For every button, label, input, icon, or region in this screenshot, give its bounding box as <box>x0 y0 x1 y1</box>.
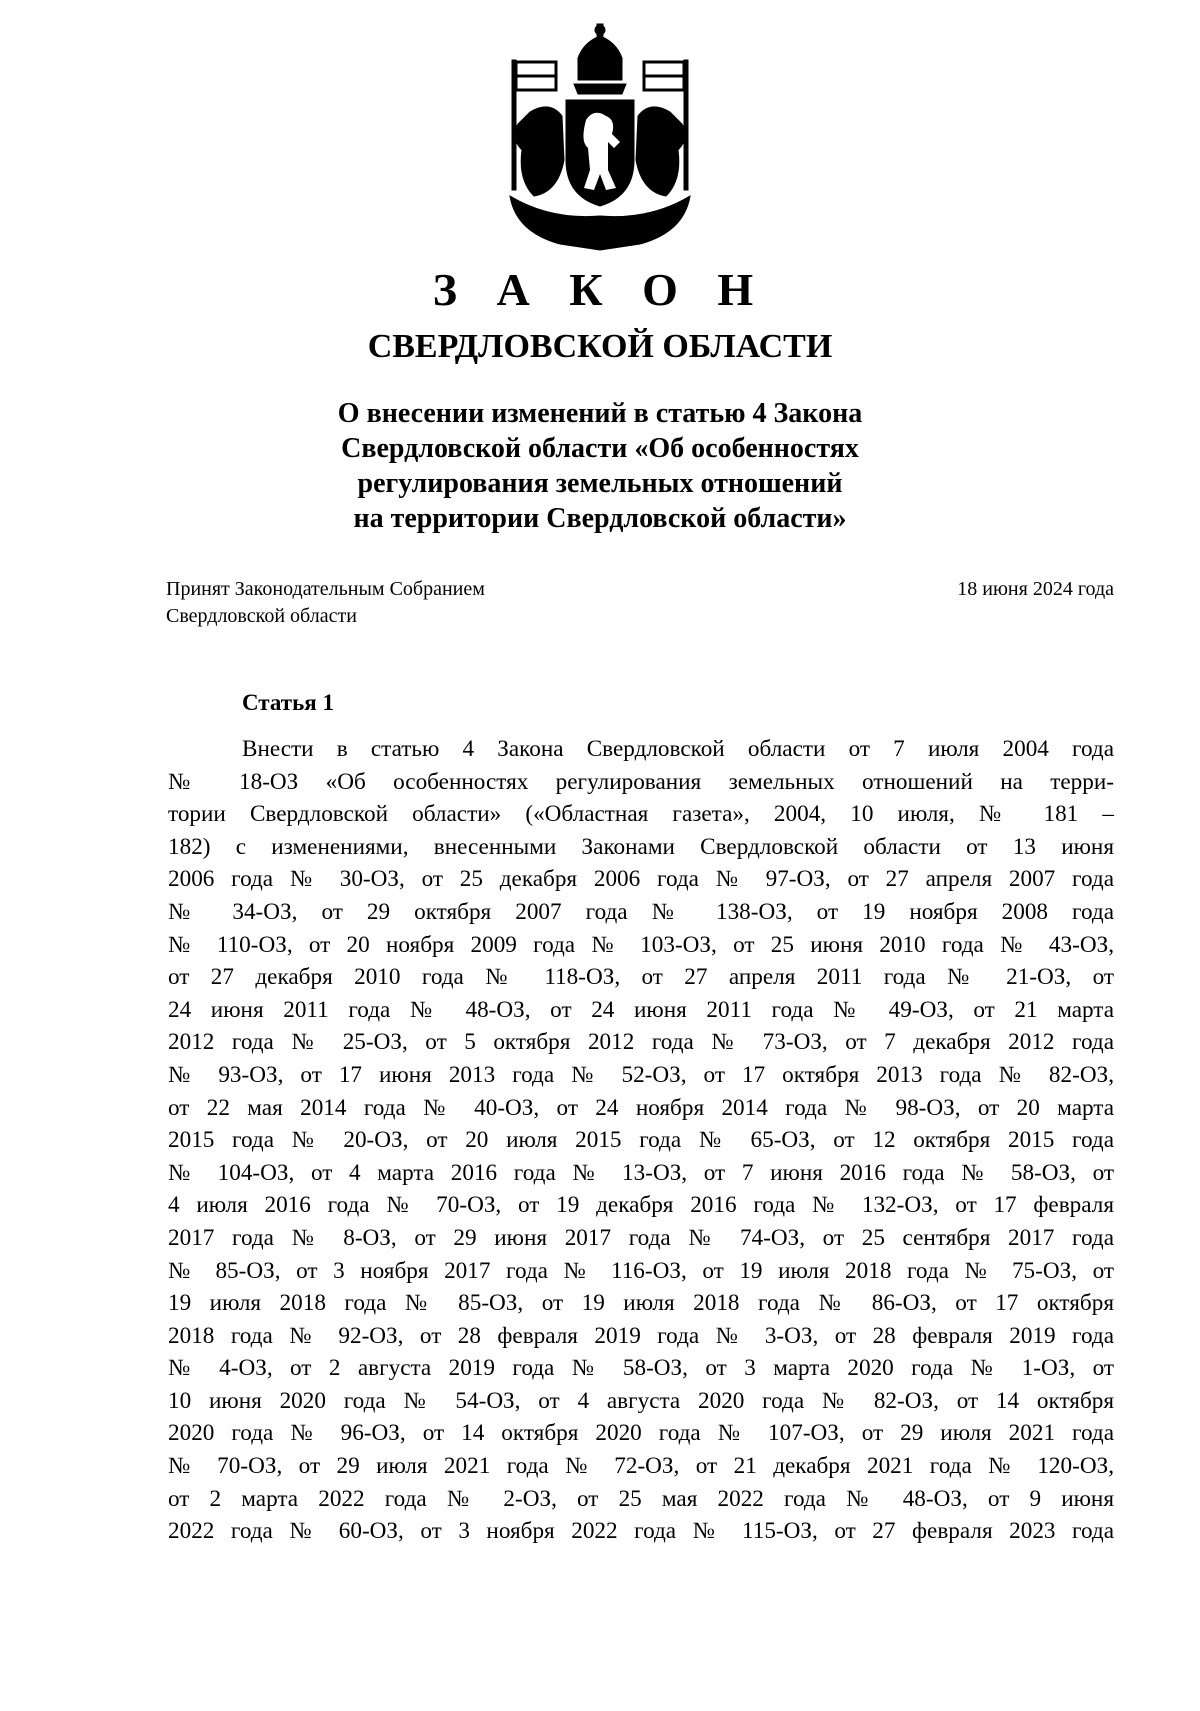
body-line: № 93-ОЗ, от 17 июня 2013 года № 52-ОЗ, от 17 октября 2013 года № 82-ОЗ, <box>168 1061 1114 1088</box>
body-line: № 104-ОЗ, от 4 марта 2016 года № 13-ОЗ, от 7 июня 2016 года № 58-ОЗ, от <box>168 1159 1114 1186</box>
body-line: № 70-ОЗ, от 29 июля 2021 года № 72-ОЗ, от 21 декабря 2021 года № 120-ОЗ, <box>168 1453 1114 1480</box>
body-line: № 34-ОЗ, от 29 октября 2007 года № 138-ОЗ, от 19 ноября 2008 года <box>168 898 1114 925</box>
body-line: Внести в статью 4 Закона Свердловской области от 7 июля 2004 года <box>242 736 1114 762</box>
body-line: 4 июля 2016 года № 70-ОЗ, от 19 декабря 2016 года № 132-ОЗ, от 17 февраля <box>168 1192 1114 1219</box>
subject-line: О внесении изменений в статью 4 Закона <box>337 398 863 429</box>
law-subject-title <box>270 396 930 536</box>
body-line: от 22 мая 2014 года № 40-ОЗ, от 24 ноября 2014 года № 98-ОЗ, от 20 марта <box>168 1094 1114 1121</box>
body-line: 2017 года № 8-ОЗ, от 29 июня 2017 года № 74-ОЗ, от 25 сентября 2017 года <box>168 1224 1114 1251</box>
body-line: 2015 года № 20-ОЗ, от 20 июля 2015 года № 65-ОЗ, от 12 октября 2015 года <box>168 1127 1114 1154</box>
adoption-line: Принят Законодательным Собранием <box>166 578 485 600</box>
body-line: 2006 года № 30-ОЗ, от 25 декабря 2006 года № 97-ОЗ, от 27 апреля 2007 года <box>168 866 1114 893</box>
body-line: № 85-ОЗ, от 3 ноября 2017 года № 116-ОЗ, от 19 июля 2018 года № 75-ОЗ, от <box>168 1257 1114 1284</box>
article-heading: Статья 1 <box>242 690 334 715</box>
body-line: 2012 года № 25-ОЗ, от 5 октября 2012 года № 73-ОЗ, от 7 декабря 2012 года <box>168 1029 1114 1056</box>
body-line: 2020 года № 96-ОЗ, от 14 октября 2020 года № 107-ОЗ, от 29 июля 2021 года <box>168 1420 1114 1447</box>
body-line: № 110-ОЗ, от 20 ноября 2009 года № 103-ОЗ, от 25 июня 2010 года № 43-ОЗ, <box>168 931 1114 958</box>
subject-line: на территории Свердловской области» <box>353 503 847 534</box>
body-line: 182) с изменениями, внесенными Законами Свердловской области от 13 июня <box>168 833 1114 860</box>
body-line: 19 июля 2018 года № 85-ОЗ, от 19 июля 2018 года № 86-ОЗ, от 17 октября <box>168 1290 1114 1317</box>
body-line: № 4-ОЗ, от 2 августа 2019 года № 58-ОЗ, от 3 марта 2020 года № 1-ОЗ, от <box>168 1355 1114 1382</box>
body-line: от 2 марта 2022 года № 2-ОЗ, от 25 мая 2022 года № 48-ОЗ, от 9 июня <box>168 1485 1114 1512</box>
adoption-statement <box>166 576 485 630</box>
subject-line: Свердловской области «Об особенностях <box>341 433 859 464</box>
body-line: 2018 года № 92-ОЗ, от 28 февраля 2019 года № 3-ОЗ, от 28 февраля 2019 года <box>168 1322 1114 1349</box>
coat-of-arms-icon <box>470 20 730 260</box>
region-title: СВЕРДЛОВСКОЙ ОБЛАСТИ <box>367 328 833 365</box>
body-line: 24 июня 2011 года № 48-ОЗ, от 24 июня 2011 года № 49-ОЗ, от 21 марта <box>168 996 1114 1023</box>
subject-line: регулирования земельных отношений <box>357 468 843 499</box>
body-line: 2022 года № 60-ОЗ, от 3 ноября 2022 года № 115-ОЗ, от 27 февраля 2023 года <box>168 1518 1114 1545</box>
adoption-date: 18 июня 2024 года <box>957 578 1114 600</box>
body-line: № 18-ОЗ «Об особенностях регулирования земельных отношений на терри- <box>168 768 1114 795</box>
document-type-title: З А К О Н <box>432 264 768 315</box>
body-line: от 27 декабря 2010 года № 118-ОЗ, от 27 апреля 2011 года № 21-ОЗ, от <box>168 964 1114 991</box>
body-line: 10 июня 2020 года № 54-ОЗ, от 4 августа 2020 года № 82-ОЗ, от 14 октября <box>168 1387 1114 1414</box>
body-line: тории Свердловской области» («Областная газета», 2004, 10 июля, № 181 – <box>168 801 1114 828</box>
adoption-line: Свердловской области <box>166 605 357 627</box>
article-body <box>168 733 1114 1548</box>
